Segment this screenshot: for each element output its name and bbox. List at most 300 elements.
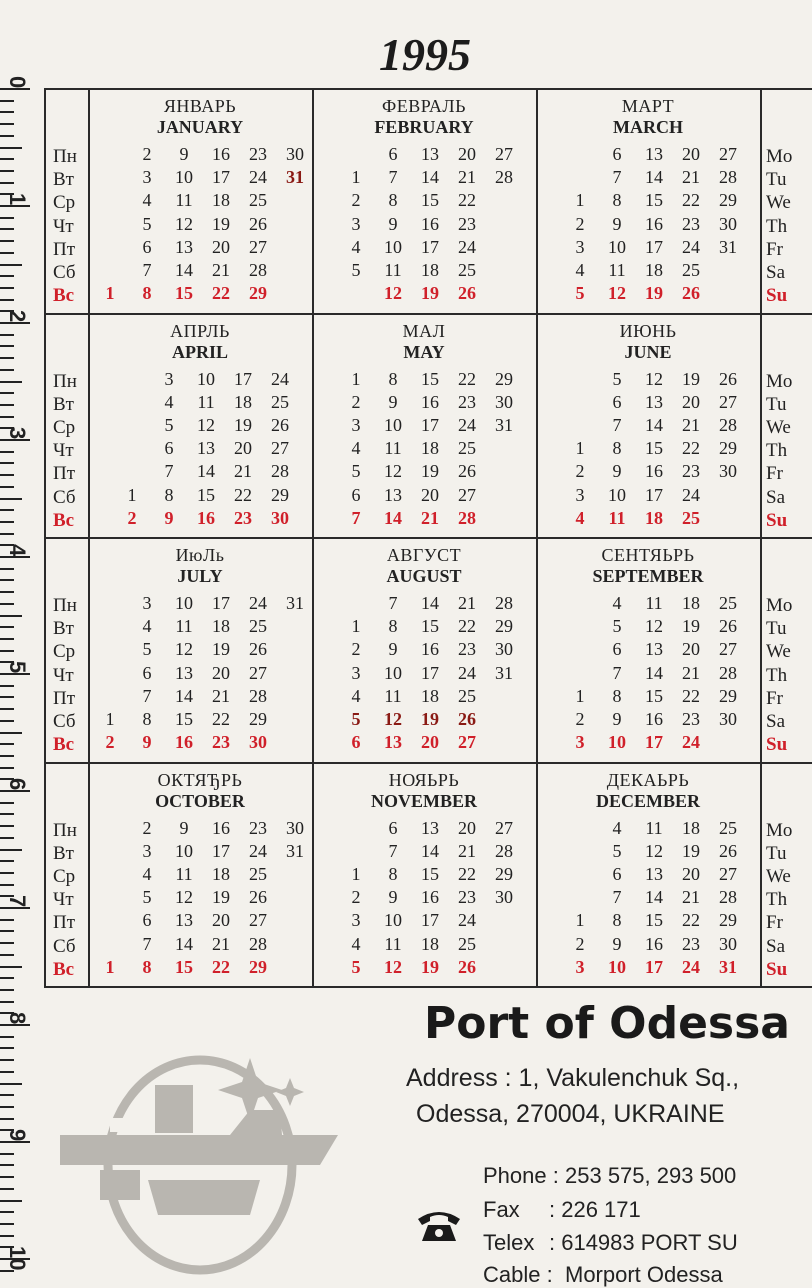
day-cell: 5 [142, 639, 152, 660]
ruler-tick [0, 111, 14, 113]
day-cell: 29 [719, 685, 737, 706]
ruler-tick [0, 977, 14, 979]
day-cell: 28 [719, 662, 737, 683]
address-line-2: Odessa, 270004, UKRAINE [416, 1100, 725, 1128]
day-cell: 24 [682, 956, 700, 977]
ruler-tick [0, 205, 30, 207]
ruler-tick [0, 696, 14, 698]
day-cell: 7 [388, 593, 398, 613]
ruler-tick [0, 1164, 14, 1166]
day-cell: 9 [164, 507, 174, 528]
weekday-ru: Ср [53, 865, 76, 887]
day-cell: 2 [575, 933, 585, 954]
day-cell: 24 [249, 167, 267, 188]
day-cell: 19 [682, 616, 700, 637]
day-cell: 5 [142, 887, 152, 908]
ruler-tick [0, 626, 14, 628]
day-cell: 15 [175, 709, 193, 729]
ruler-tick [0, 275, 14, 277]
weekday-ru: Пт [53, 238, 76, 260]
day-cell: 25 [458, 933, 476, 954]
day-cell: 18 [682, 817, 700, 838]
day-cell: 26 [249, 639, 267, 660]
day-cell: 3 [575, 484, 585, 505]
grid-line-v [760, 88, 762, 986]
day-cell: 16 [421, 639, 439, 660]
ruler-tick [0, 100, 14, 102]
day-cell: 28 [495, 167, 513, 188]
day-cell: 10 [608, 732, 626, 753]
day-cell: 19 [682, 840, 700, 861]
day-cell: 25 [271, 391, 289, 412]
day-cell: 20 [212, 662, 230, 683]
day-cell: 2 [575, 461, 585, 482]
day-cell: 27 [719, 391, 737, 412]
ruler-number: 0 [5, 76, 30, 89]
weekday-ru: Пн [53, 595, 77, 616]
day-cell: 26 [719, 840, 737, 861]
day-cell: 6 [388, 144, 398, 164]
month-april [88, 313, 312, 538]
telex-value: : 614983 PORT SU [549, 1230, 738, 1255]
ruler-tick [0, 673, 30, 675]
weekday-en: Sa [766, 935, 785, 957]
ruler-number: 8 [5, 1012, 30, 1025]
day-cell: 8 [612, 685, 622, 706]
ruler-tick [0, 1047, 14, 1049]
day-cell: 10 [175, 593, 193, 613]
ruler-tick [0, 217, 14, 219]
day-cell: 6 [612, 639, 622, 660]
weekday-en: Fr [766, 912, 783, 934]
ruler-tick [0, 533, 14, 535]
day-cell: 14 [645, 887, 663, 908]
weekday-ru: Вс [53, 734, 75, 756]
ruler [0, 76, 34, 1280]
day-cell: 7 [612, 662, 622, 683]
day-cell: 12 [384, 956, 402, 977]
day-cell: 17 [421, 236, 439, 257]
month-name-en: MARCH [613, 117, 683, 137]
ruler-tick [0, 170, 14, 172]
day-cell: 27 [458, 484, 476, 505]
ruler-tick [0, 345, 14, 347]
day-cell: 1 [127, 484, 137, 505]
address-line-1: Address : 1, Vakulenchuk Sq., [406, 1064, 740, 1092]
month-november [312, 762, 536, 987]
day-cell: 30 [249, 732, 267, 753]
day-cell: 29 [249, 283, 267, 304]
day-cell: 14 [421, 167, 439, 188]
day-cell: 5 [164, 414, 174, 435]
day-cell: 22 [458, 616, 476, 637]
ruler-tick [0, 1176, 14, 1178]
month-name-ru: АПРЛЬ [170, 320, 230, 341]
weekday-ru: Вт [53, 393, 74, 415]
month-name-ru: ИюЛь [175, 545, 225, 565]
day-cell: 25 [682, 260, 700, 280]
day-cell: 22 [212, 956, 230, 977]
day-cell: 21 [458, 593, 476, 613]
day-cell: 27 [458, 732, 476, 753]
day-cell: 7 [612, 167, 622, 188]
month-name-en: MAY [403, 341, 445, 362]
weekday-en: Tu [766, 842, 787, 864]
day-cell: 25 [458, 438, 476, 459]
day-cell: 31 [495, 414, 513, 435]
day-cell: 16 [197, 507, 215, 528]
day-cell: 22 [682, 438, 700, 459]
ruler-tick [0, 147, 22, 149]
day-cell: 16 [212, 144, 230, 164]
day-cell: 5 [612, 616, 622, 637]
day-cell: 9 [388, 639, 398, 660]
ruler-tick [0, 813, 14, 815]
day-cell: 24 [249, 840, 267, 861]
day-cell: 13 [645, 391, 663, 412]
ruler-tick [0, 1188, 14, 1190]
month-name-en: JULY [177, 566, 223, 586]
day-cell: 10 [175, 840, 193, 861]
ruler-tick [0, 369, 14, 371]
day-cell: 15 [645, 910, 663, 931]
day-cell: 1 [351, 863, 361, 884]
day-cell: 23 [234, 507, 252, 528]
day-cell: 10 [384, 414, 402, 435]
day-cell: 25 [249, 863, 267, 884]
day-cell: 15 [645, 438, 663, 459]
fax-value: : 226 171 [549, 1197, 641, 1222]
ruler-tick [0, 486, 14, 488]
day-cell: 25 [458, 260, 476, 280]
day-cell: 12 [384, 461, 402, 482]
day-cell: 31 [719, 956, 737, 977]
day-cell: 12 [645, 616, 663, 637]
weekday-en: Th [766, 440, 788, 462]
day-cell: 14 [175, 685, 193, 706]
day-cell: 16 [421, 887, 439, 908]
day-cell: 11 [608, 507, 626, 528]
ruler-tick [0, 907, 30, 909]
day-cell: 4 [164, 391, 174, 412]
day-cell: 29 [271, 484, 289, 505]
phone-label: Phone : [483, 1163, 559, 1188]
day-cell: 28 [495, 593, 513, 613]
day-cell: 22 [458, 368, 476, 389]
day-cell: 3 [142, 840, 152, 861]
day-cell: 24 [682, 484, 700, 505]
month-name-en: NOVEMBER [370, 790, 477, 811]
day-cell: 8 [142, 956, 152, 977]
month-june [536, 313, 760, 538]
day-cell: 5 [612, 368, 622, 389]
ruler-tick [0, 392, 14, 394]
day-cell: 7 [388, 840, 398, 861]
day-cell: 25 [458, 685, 476, 706]
weekday-ru: Сб [53, 486, 76, 508]
day-cell: 17 [421, 662, 439, 683]
day-cell: 13 [175, 910, 193, 931]
month-name-en: JUNE [624, 341, 672, 362]
month-name-ru: НОЯЬРЬ [388, 769, 460, 790]
day-cell: 3 [575, 732, 585, 753]
day-cell: 7 [388, 167, 398, 188]
day-cell: 7 [142, 260, 152, 280]
day-cell: 6 [142, 910, 152, 931]
day-cell: 18 [421, 933, 439, 954]
day-cell: 7 [164, 461, 174, 482]
day-cell: 24 [458, 414, 476, 435]
day-cell: 30 [495, 639, 513, 660]
day-cell: 29 [495, 863, 513, 884]
ruler-tick [0, 88, 30, 90]
day-cell: 28 [249, 933, 267, 954]
ruler-tick [0, 509, 14, 511]
day-cell: 29 [495, 616, 513, 637]
day-cell: 10 [384, 910, 402, 931]
day-cell: 4 [612, 593, 622, 613]
ruler-number: 9 [5, 1129, 30, 1142]
day-cell: 19 [234, 414, 252, 435]
day-cell: 5 [351, 260, 361, 280]
day-cell: 1 [575, 685, 585, 706]
day-cell: 4 [351, 933, 361, 954]
day-cell: 30 [271, 507, 289, 528]
day-cell: 31 [286, 167, 304, 188]
day-cell: 13 [421, 817, 439, 838]
ruler-number: 1 [5, 193, 30, 206]
day-cell: 13 [645, 144, 663, 164]
ruler-tick [0, 462, 14, 464]
day-cell: 3 [351, 910, 361, 931]
day-cell: 22 [682, 685, 700, 706]
ruler-tick [0, 720, 14, 722]
weekday-en: We [766, 641, 791, 663]
weekday-ru: Вс [53, 285, 75, 307]
day-cell: 27 [719, 639, 737, 660]
day-cell: 27 [719, 144, 737, 164]
month-name-ru: ЯНВАРЬ [163, 96, 237, 116]
day-cell: 9 [612, 709, 622, 729]
day-cell: 30 [719, 461, 737, 482]
day-cell: 29 [249, 709, 267, 729]
day-cell: 26 [458, 461, 476, 482]
day-cell: 24 [682, 732, 700, 753]
weekday-ru: Вс [53, 958, 75, 980]
day-cell: 29 [719, 190, 737, 211]
ruler-tick [0, 732, 22, 734]
weekday-en: Mo [766, 819, 793, 841]
month-may [312, 313, 536, 538]
ruler-tick [0, 252, 14, 254]
day-cell: 30 [719, 213, 737, 234]
ruler-tick [0, 451, 14, 453]
day-cell: 1 [351, 368, 361, 389]
day-cell: 18 [212, 616, 230, 637]
day-cell: 21 [682, 662, 700, 683]
day-cell: 6 [164, 438, 174, 459]
day-cell: 8 [164, 484, 174, 505]
day-cell: 15 [645, 190, 663, 211]
day-cell: 14 [645, 414, 663, 435]
day-cell: 26 [458, 709, 476, 729]
day-cell: 10 [384, 236, 402, 257]
day-cell: 30 [719, 709, 737, 729]
day-cell: 9 [388, 213, 398, 234]
ruler-number: 6 [5, 778, 30, 791]
weekday-ru: Пт [53, 687, 76, 709]
day-cell: 17 [645, 956, 663, 977]
month-name-ru: ФЕВРАЛЬ [382, 96, 466, 116]
day-cell: 10 [384, 662, 402, 683]
day-cell: 19 [421, 283, 439, 304]
ruler-tick [0, 591, 14, 593]
day-cell: 14 [175, 260, 193, 280]
ruler-tick [0, 860, 14, 862]
day-cell: 21 [212, 933, 230, 954]
ruler-tick [0, 872, 14, 874]
day-cell: 15 [645, 685, 663, 706]
day-cell: 18 [421, 260, 439, 280]
day-cell: 25 [682, 507, 700, 528]
day-cell: 17 [212, 167, 230, 188]
day-cell: 18 [645, 507, 663, 528]
weekday-en: We [766, 865, 791, 887]
day-cell: 26 [719, 368, 737, 389]
day-cell: 23 [249, 144, 267, 164]
weekday-en: Su [766, 285, 788, 307]
day-cell: 31 [286, 840, 304, 861]
month-name-ru: СЕНТЯЬРЬ [601, 545, 695, 565]
ruler-tick [0, 603, 14, 605]
day-cell: 26 [458, 283, 476, 304]
day-cell: 19 [421, 461, 439, 482]
ruler-tick [0, 966, 22, 968]
ruler-tick [0, 650, 14, 652]
ruler-tick [0, 158, 14, 160]
day-cell: 18 [645, 260, 663, 280]
month-february [312, 88, 536, 313]
ruler-tick [0, 615, 22, 617]
day-cell: 18 [682, 593, 700, 613]
day-cell: 3 [351, 213, 361, 234]
day-cell: 2 [575, 709, 585, 729]
weekday-en: Mo [766, 595, 793, 616]
weekday-en: Sa [766, 262, 785, 283]
day-cell: 19 [421, 956, 439, 977]
day-cell: 5 [612, 840, 622, 861]
weekday-ru: Вт [53, 169, 74, 191]
phone-value: 253 575, 293 500 [565, 1163, 737, 1188]
month-name-en: OCTOBER [155, 790, 245, 811]
day-cell: 23 [458, 639, 476, 660]
day-cell: 16 [645, 933, 663, 954]
day-cell: 3 [351, 414, 361, 435]
day-cell: 28 [271, 461, 289, 482]
day-cell: 7 [612, 414, 622, 435]
day-cell: 18 [212, 190, 230, 211]
ruler-tick [0, 1083, 22, 1085]
day-cell: 5 [351, 956, 361, 977]
month-july [88, 537, 312, 762]
day-cell: 2 [351, 190, 361, 211]
ruler-tick [0, 802, 14, 804]
ruler-tick [0, 287, 14, 289]
day-cell: 15 [175, 956, 193, 977]
day-cell: 1 [575, 910, 585, 931]
ruler-tick [0, 1200, 22, 1202]
ruler-tick [0, 755, 14, 757]
day-cell: 15 [421, 368, 439, 389]
month-january [88, 88, 312, 313]
month-name-en: FEBRUARY [374, 117, 474, 137]
day-cell: 11 [175, 863, 193, 884]
day-cell: 6 [612, 863, 622, 884]
day-cell: 28 [495, 840, 513, 861]
day-cell: 23 [682, 709, 700, 729]
ruler-tick [0, 1036, 14, 1038]
telex-label: Telex [483, 1230, 535, 1255]
ruler-tick [0, 568, 14, 570]
ruler-tick [0, 790, 30, 792]
month-name-ru: АВГУСТ [386, 545, 462, 565]
day-cell: 21 [421, 507, 439, 528]
weekday-en: Su [766, 958, 788, 980]
day-cell: 23 [682, 213, 700, 234]
calendar-year: 1995 [379, 29, 471, 80]
day-cell: 29 [495, 368, 513, 389]
ruler-tick [0, 1153, 14, 1155]
day-cell: 18 [234, 391, 252, 412]
ruler-tick [0, 556, 30, 558]
weekday-ru: Сб [53, 711, 76, 732]
day-cell: 21 [458, 167, 476, 188]
day-cell: 22 [212, 283, 230, 304]
day-cell: 29 [719, 438, 737, 459]
day-cell: 30 [719, 933, 737, 954]
day-cell: 11 [645, 817, 663, 838]
day-cell: 7 [351, 507, 361, 528]
ruler-tick [0, 498, 22, 500]
day-cell: 11 [197, 391, 215, 412]
day-cell: 19 [212, 887, 230, 908]
ruler-tick [0, 743, 14, 745]
day-cell: 20 [212, 236, 230, 257]
day-cell: 24 [458, 662, 476, 683]
day-cell: 9 [612, 213, 622, 234]
day-cell: 9 [612, 933, 622, 954]
day-cell: 4 [142, 616, 152, 637]
day-cell: 6 [351, 484, 361, 505]
day-cell: 21 [212, 260, 230, 280]
day-cell: 16 [421, 213, 439, 234]
weekday-ru: Ср [53, 192, 76, 214]
ruler-tick [0, 708, 14, 710]
day-cell: 2 [142, 817, 152, 838]
day-cell: 27 [249, 910, 267, 931]
weekday-en: Su [766, 509, 788, 531]
weekday-en: Tu [766, 618, 787, 640]
ruler-tick [0, 1118, 14, 1120]
month-september [536, 537, 760, 762]
ruler-number: 3 [5, 427, 30, 440]
day-cell: 23 [458, 391, 476, 412]
day-cell: 20 [682, 391, 700, 412]
ruler-tick [0, 825, 14, 827]
ruler-tick [0, 1059, 14, 1061]
day-cell: 3 [575, 956, 585, 977]
day-cell: 1 [105, 956, 115, 977]
